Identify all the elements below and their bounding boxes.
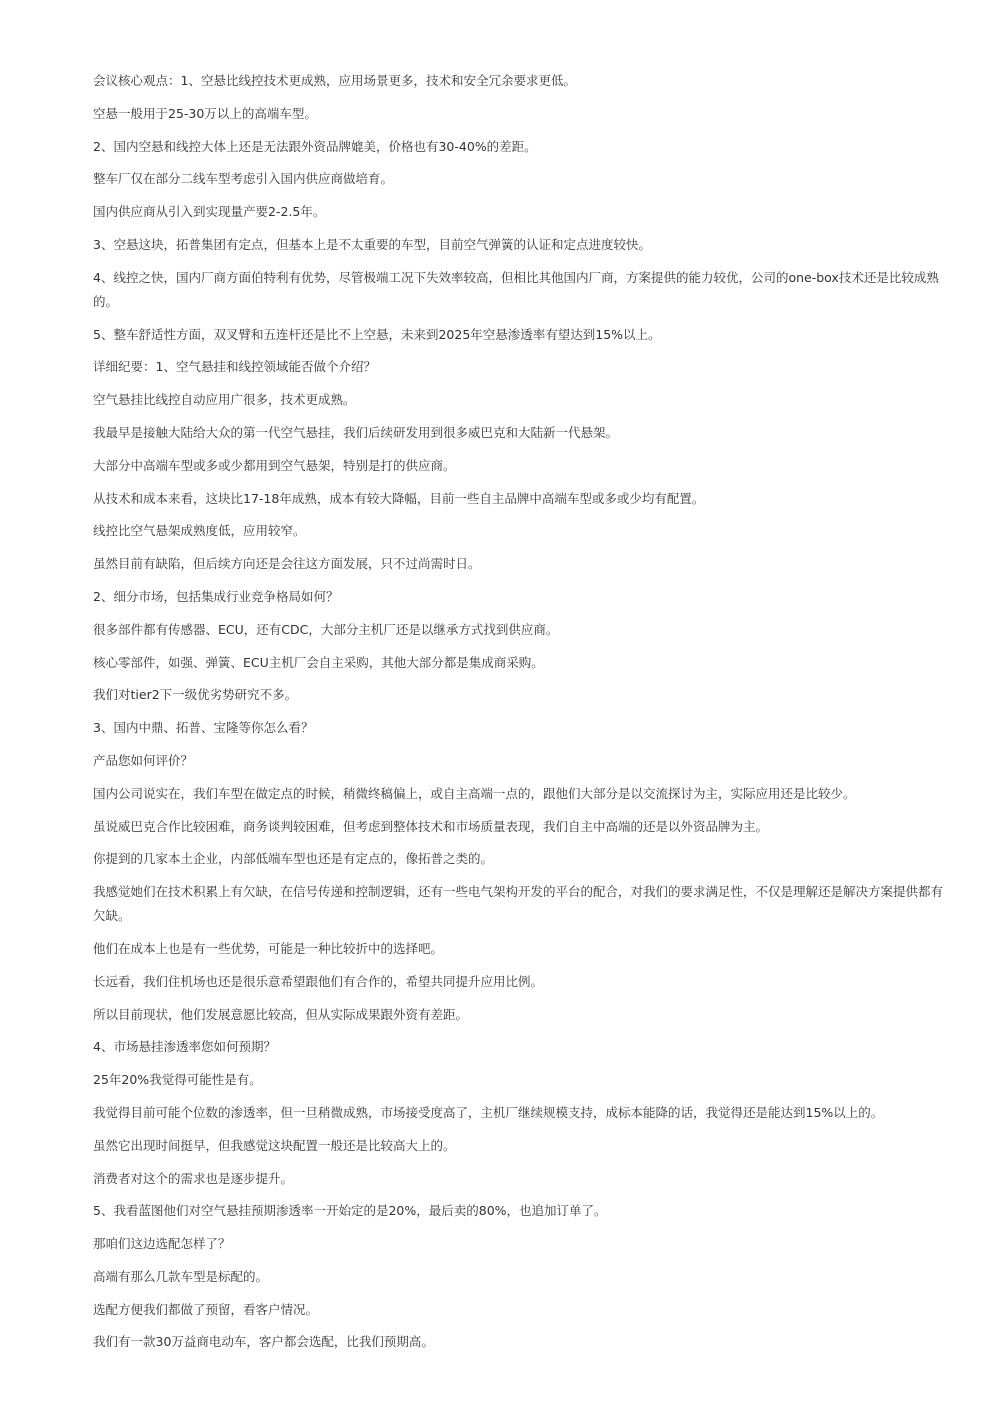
paragraph: 25年20%我觉得可能性是有。 <box>93 1072 262 1088</box>
paragraph: 空气悬挂比线控自动应用广很多，技术更成熟。 <box>93 392 356 408</box>
paragraph: 大部分中高端车型或多或少都用到空气悬架，特别是打的供应商。 <box>93 457 456 473</box>
paragraph: 我们有一款30万益商电动车，客户都会选配，比我们预期高。 <box>93 1334 434 1350</box>
paragraph: 消费者对这个的需求也是逐步提升。 <box>93 1170 294 1186</box>
paragraph-question: 2、细分市场，包括集成行业竞争格局如何？ <box>93 588 339 604</box>
paragraph: 2、国内空悬和线控大体上还是无法跟外资品牌媲美，价格也有30-40%的差距。 <box>93 138 537 154</box>
paragraph: 空悬一般用于25-30万以上的高端车型。 <box>93 105 317 121</box>
paragraph: 整车厂仅在部分二线车型考虑引入国内供应商做培育。 <box>93 171 394 187</box>
paragraph: 我最早是接触大陆给大众的第一代空气悬挂，我们后续研发用到很多威巴克和大陆新一代悬架。 <box>93 424 619 440</box>
paragraph-question: 4、市场悬挂渗透率您如何预期？ <box>93 1039 276 1055</box>
paragraph: 虽然它出现时间挺早，但我感觉这块配置一般还是比较高大上的。 <box>93 1137 456 1153</box>
paragraph: 从技术和成本来看，这块比17-18年成熟，成本有较大降幅，目前一些自主品牌中高端车型或多或少均有配置。 <box>93 490 705 506</box>
paragraph: 我们对tier2下一级优劣势研究不多。 <box>93 687 298 703</box>
paragraph: 选配方便我们都做了预留，看客户情况。 <box>93 1301 319 1317</box>
paragraph-question: 5、我看蓝图他们对空气悬挂预期渗透率一开始定的是20%，最后卖的80%，也追加订单了。 <box>93 1203 607 1219</box>
paragraph: 虽说威巴克合作比较困难，商务谈判较困难，但考虑到整体技术和市场质量表现，我们自主中高端的还是以外资品牌为主。 <box>93 818 769 834</box>
paragraph: 4、线控之快，国内厂商方面伯特利有优势，尽管极端工况下失效率较高，但相比其他国内厂商，方案提供的能力较优，公司的one-box技术还是比较成熟的。 <box>93 269 939 309</box>
paragraph: 高端有那么几款车型是标配的。 <box>93 1268 269 1284</box>
paragraph: 国内公司说实在，我们车型在做定点的时候，稍微终稿偏上，或自主高端一点的，跟他们大部分是以交流探讨为主，实际应用还是比较少。 <box>93 785 856 801</box>
paragraph: 5、整车舒适性方面，双叉臂和五连杆还是比不上空悬，未来到2025年空悬渗透率有望达到15%以上。 <box>93 326 661 342</box>
paragraph: 虽然目前有缺陷，但后续方向还是会往这方面发展，只不过尚需时日。 <box>93 556 481 572</box>
paragraph-question: 3、国内中鼎、拓普、宝隆等你怎么看？ <box>93 720 314 736</box>
paragraph: 我觉得目前可能个位数的渗透率，但一旦稍微成熟，市场接受度高了，主机厂继续规模支持，成标本能降的话，我觉得还是能达到15%以上的。 <box>93 1104 884 1120</box>
paragraph: 他们在成本上也是有一些优势，可能是一种比较折中的选择吧。 <box>93 940 444 956</box>
paragraph: 长远看，我们住机场也还是很乐意希望跟他们有合作的，希望共同提升应用比例。 <box>93 973 544 989</box>
paragraph: 所以目前现状，他们发展意愿比较高，但从实际成果跟外资有差距。 <box>93 1006 469 1022</box>
paragraph: 线控比空气悬架成熟度低，应用较窄。 <box>93 523 306 539</box>
paragraph: 我感觉她们在技术积累上有欠缺，在信号传递和控制逻辑，还有一些电气架构开发的平台的配合，对我们的要求满足性，不仅是理解还是解决方案提供都有欠缺。 <box>93 884 944 924</box>
paragraph: 那咱们这边选配怎样了？ <box>93 1236 231 1252</box>
paragraph: 国内供应商从引入到实现量产要2-2.5年。 <box>93 204 326 220</box>
paragraph: 核心零部件，如强、弹簧、ECU主机厂会自主采购，其他大部分都是集成商采购。 <box>93 654 544 670</box>
paragraph: 你提到的几家本土企业，内部低端车型也还是有定点的，像拓普之类的。 <box>93 851 494 867</box>
paragraph-core-views: 会议核心观点：1、空悬比线控技术更成熟，应用场景更多，技术和安全冗余要求更低。 <box>93 73 576 88</box>
document-body <box>93 69 943 1363</box>
paragraph-detailed-minutes: 详细纪要：1、空气悬挂和线控领域能否做个介绍？ <box>93 359 376 375</box>
paragraph: 3、空悬这块，拓普集团有定点，但基本上是不太重要的车型，目前空气弹簧的认证和定点进度较快。 <box>93 236 651 252</box>
paragraph: 产品您如何评价？ <box>93 752 194 768</box>
paragraph: 很多部件都有传感器、ECU，还有CDC，大部分主机厂还是以继承方式找到供应商。 <box>93 621 559 637</box>
